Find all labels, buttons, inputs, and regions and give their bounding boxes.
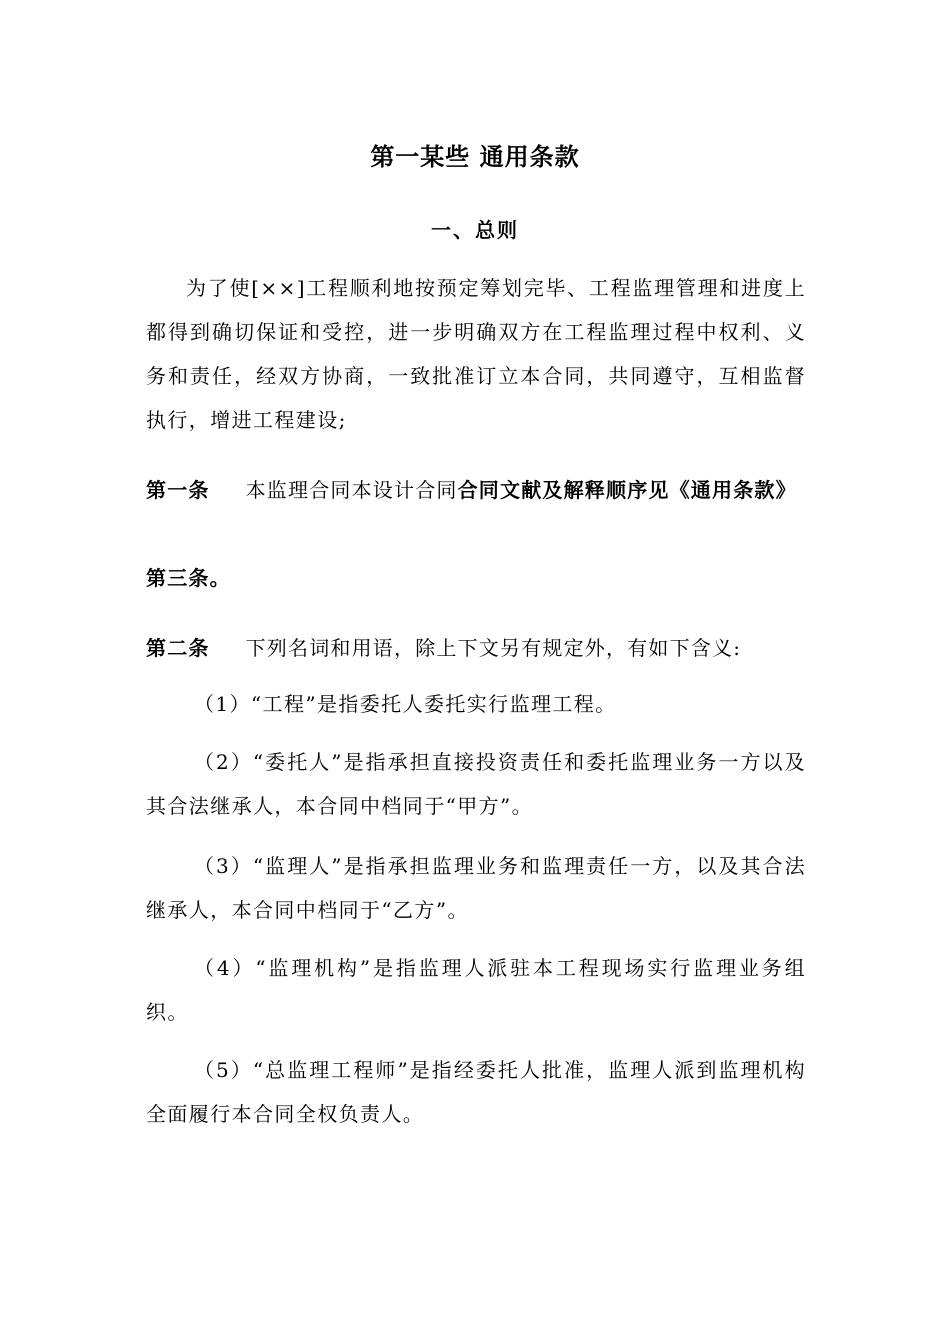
definition-item: （3）“监理人”是指承担监理业务和监理责任一方，以及其合法继承人，本合同中档同于“乙方”。 (146, 854, 806, 922)
section-heading: 一、总则 (431, 218, 519, 242)
article-1-text-bold: 合同文献及解释顺序见《通用条款》第三条。 (146, 478, 797, 590)
definition-item: （1）“工程”是指委托人委托实行监理工程。 (194, 692, 617, 716)
article-2 (146, 626, 806, 670)
article-1-label: 第一条 (146, 478, 210, 502)
article-1 (146, 446, 806, 622)
definition-item: （5）“总监理工程师”是指经委托人批准，监理人派到监理机构全面履行本合同全权负责人。 (146, 1058, 806, 1126)
definition-item: （4）“监理机构”是指监理人派驻本工程现场实行监理业务组织。 (146, 956, 806, 1024)
article-2-text: 下列名词和用语，除上下文另有规定外，有如下含义: (245, 636, 742, 660)
intro-paragraph: 为了使[××]工程顺利地按预定筹划完毕、工程监理管理和进度上都得到确切保证和受控，进一步明确双方在工程监理过程中权利、义务和责任，经双方协商，一致批准订立本合同，共同遵守，互相监督执行，增进工程建设; (146, 276, 806, 432)
article-2-label: 第二条 (146, 636, 210, 660)
definition-item: （2）“委托人”是指承担直接投资责任和委托监理业务一方以及其合法继承人，本合同中档同于“甲方”。 (146, 750, 806, 818)
document-title: 第一某些 通用条款 (370, 143, 580, 171)
article-1-text-plain: 本监理合同本设计合同 (245, 478, 458, 502)
